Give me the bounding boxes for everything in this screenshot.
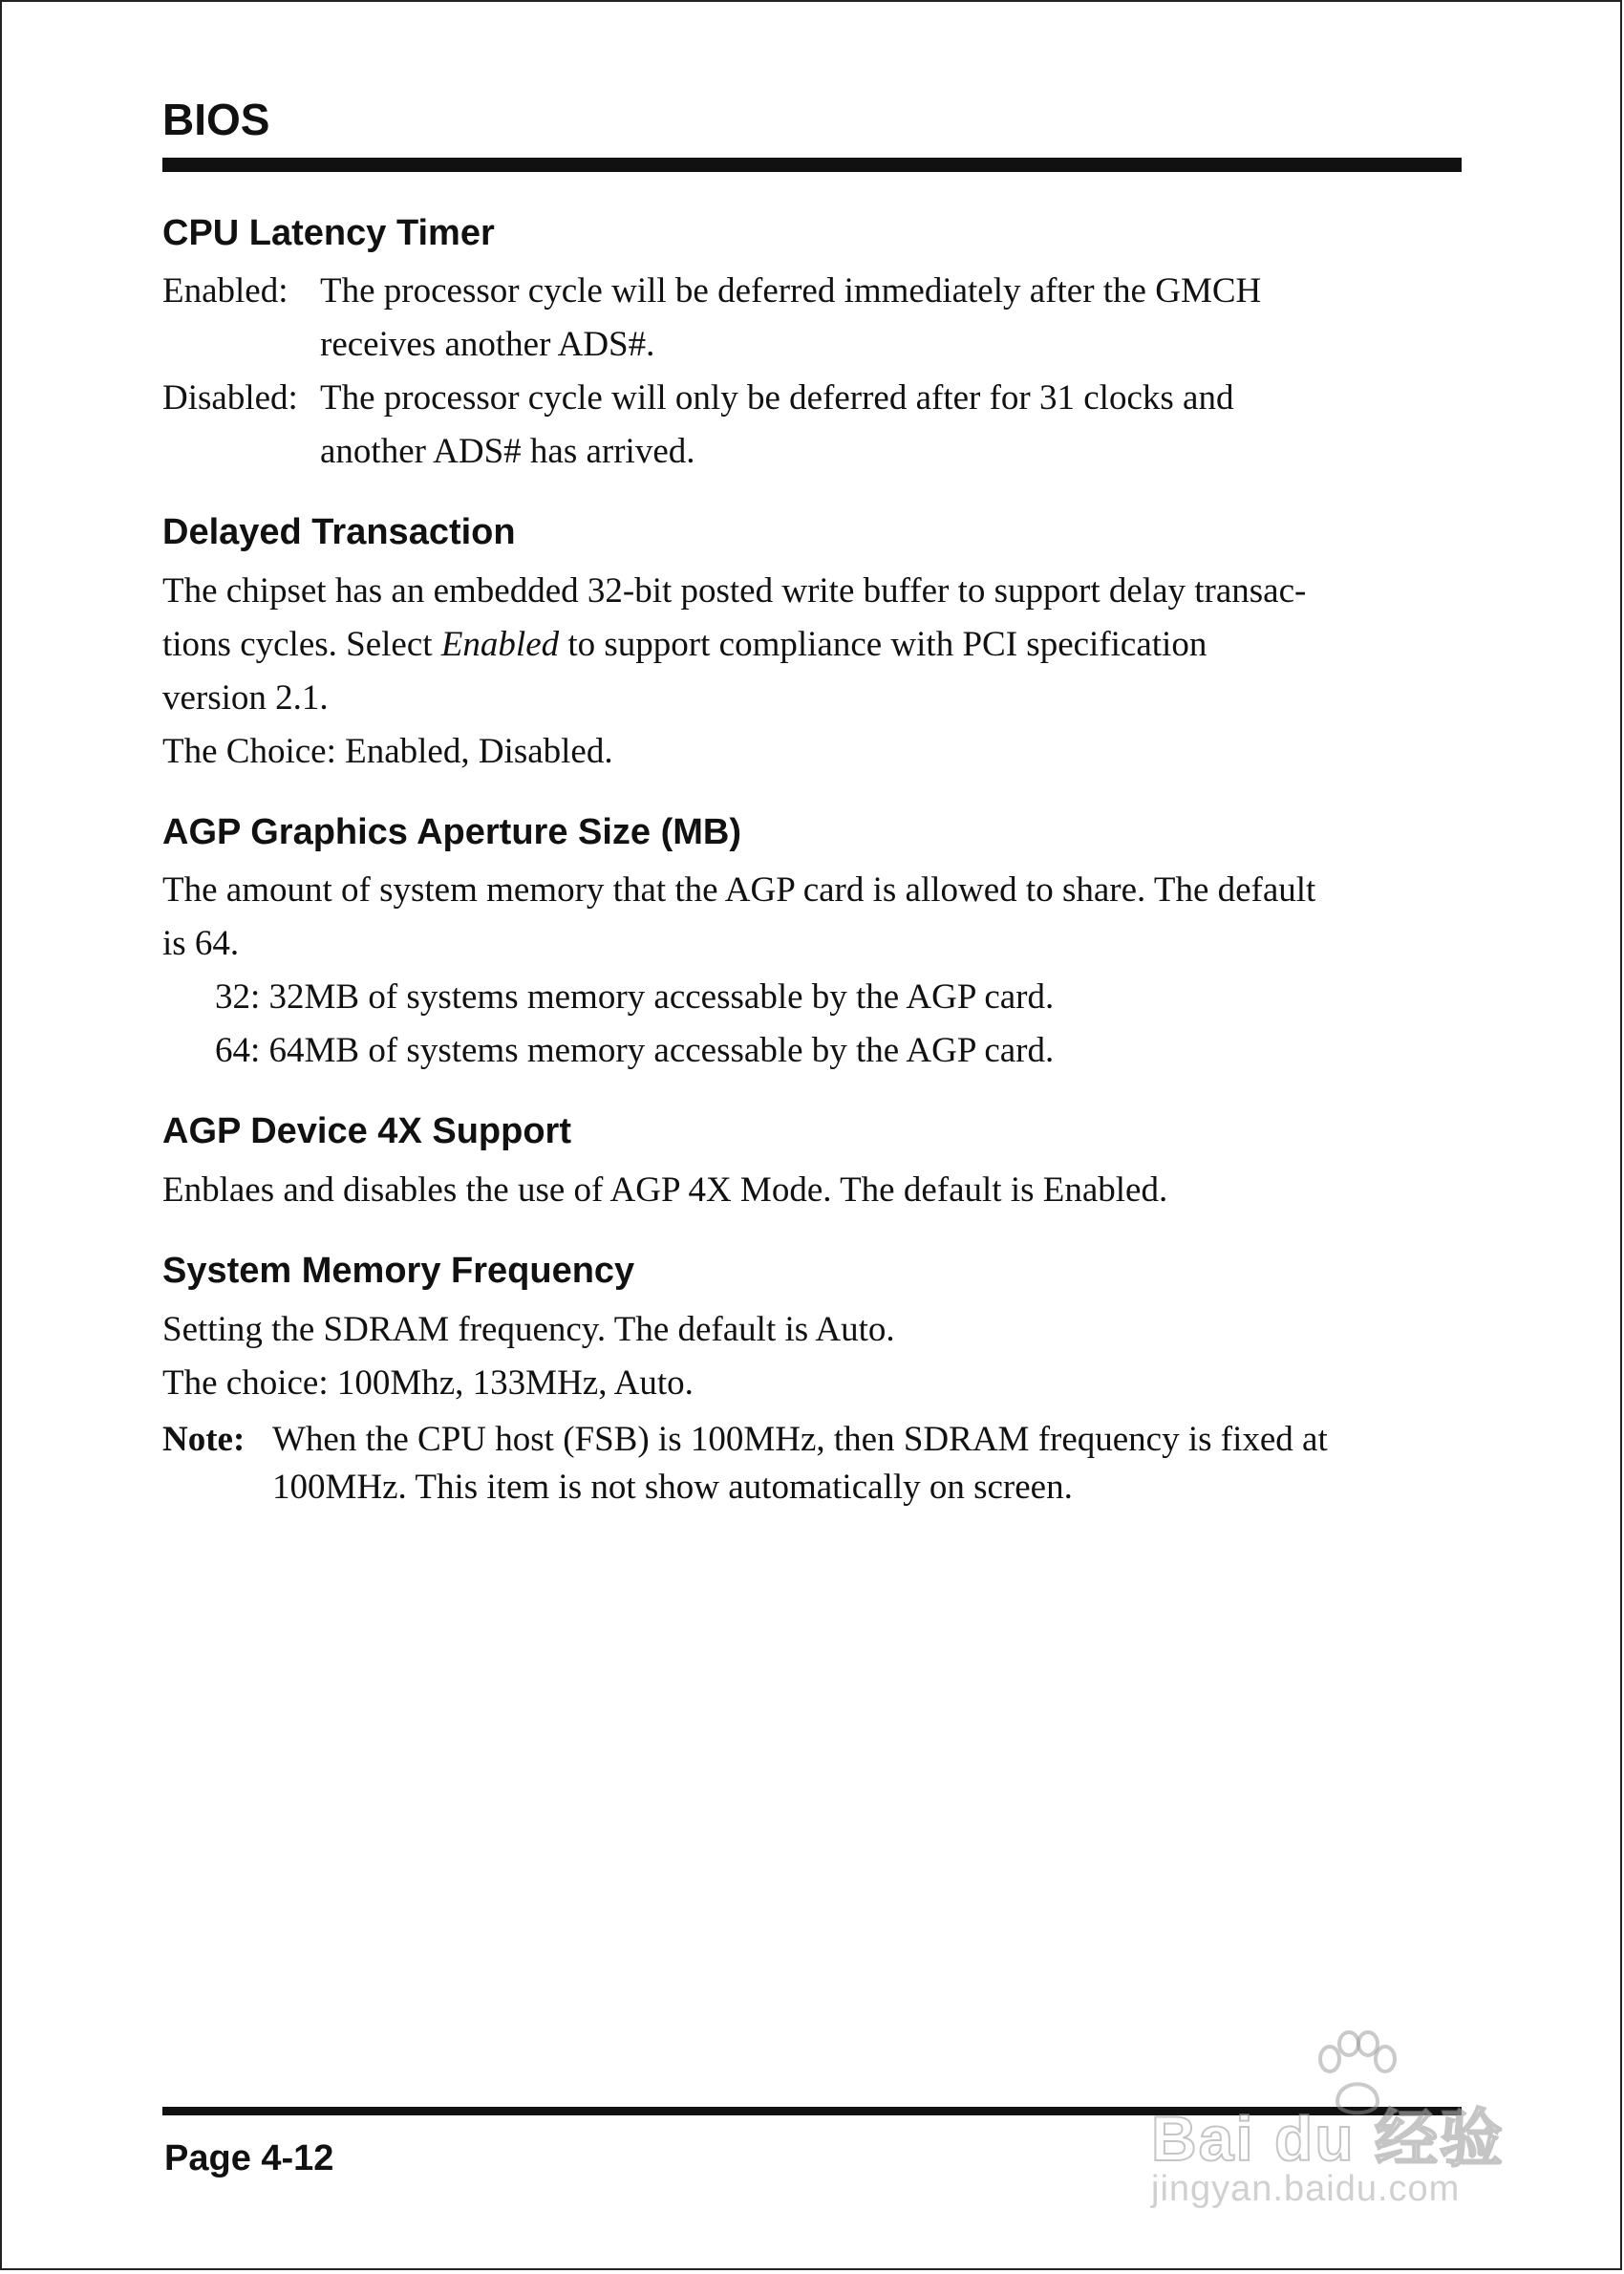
- paragraph-line: tions cycles. Select: [162, 624, 441, 664]
- definition-term: Enabled:: [162, 271, 288, 311]
- page-content: [162, 96, 1462, 1544]
- note-label: Note:: [162, 1419, 246, 1459]
- header-rule: [162, 158, 1462, 172]
- paragraph-line: version 2.1.: [162, 677, 329, 718]
- definition-line: The processor cycle will only be deferred after for 31 clocks and: [320, 378, 1234, 418]
- emphasis-text: Enabled: [440, 624, 560, 664]
- section-system-memory-frequency: [162, 1250, 1462, 1512]
- definition-row-disabled: [162, 372, 1462, 479]
- definition-row-enabled: [162, 265, 1462, 372]
- paragraph: [162, 864, 1462, 971]
- watermark-url: jingyan.baidu.com: [1151, 2169, 1461, 2209]
- definition-line: The processor cycle will be deferred immediately after the GMCH: [320, 271, 1262, 311]
- note: [162, 1416, 1462, 1512]
- paragraph: [162, 1303, 1462, 1410]
- section-heading: Delayed Transaction: [162, 512, 516, 553]
- paragraph-line: The amount of system memory that the AGP card is allowed to share. The default: [162, 870, 1316, 911]
- watermark-brand: Bai du 经验: [1151, 2103, 1506, 2174]
- option-line: 64: 64MB of systems memory accessable by the AGP card.: [215, 1031, 1055, 1071]
- watermark: [1151, 2026, 1533, 2217]
- page-title: BIOS: [162, 95, 270, 144]
- paragraph: [162, 565, 1462, 779]
- paragraph: Enblaes and disables the use of AGP 4X Mode. The default is Enabled.: [162, 1169, 1168, 1210]
- definition-term: Disabled:: [162, 378, 298, 418]
- page-number: Page 4-12: [164, 2138, 334, 2178]
- section-heading: AGP Device 4X Support: [162, 1111, 571, 1152]
- paragraph-line: is 64.: [162, 924, 240, 964]
- note-line: 100MHz. This item is not show automatically on screen.: [272, 1467, 1073, 1507]
- section-cpu-latency-timer: [162, 212, 1462, 480]
- section-heading: System Memory Frequency: [162, 1250, 635, 1291]
- paragraph-line: The chipset has an embedded 32-bit posted write buffer to support delay transac-: [162, 570, 1307, 611]
- definition-description: [320, 265, 1462, 372]
- section-heading: CPU Latency Timer: [162, 212, 495, 253]
- section-agp-4x-support: [162, 1110, 1462, 1217]
- definition-line: receives another ADS#.: [320, 325, 655, 365]
- definition-line: another ADS# has arrived.: [320, 432, 695, 472]
- paragraph-line: to support compliance with PCI specification: [559, 624, 1207, 664]
- section-agp-aperture-size: [162, 811, 1462, 1079]
- choice-line: The Choice: Enabled, Disabled.: [162, 731, 613, 771]
- option-line: 32: 32MB of systems memory accessable by the AGP card.: [215, 977, 1055, 1018]
- definition-description: [320, 372, 1462, 479]
- section-heading: AGP Graphics Aperture Size (MB): [162, 811, 742, 852]
- paragraph-line: Setting the SDRAM frequency. The default is Auto.: [162, 1309, 895, 1349]
- note-line: When the CPU host (FSB) is 100MHz, then SDRAM frequency is fixed at: [272, 1419, 1328, 1459]
- note-text: [272, 1416, 1462, 1512]
- section-delayed-transaction: [162, 511, 1462, 779]
- choice-line: The choice: 100Mhz, 133MHz, Auto.: [162, 1362, 694, 1403]
